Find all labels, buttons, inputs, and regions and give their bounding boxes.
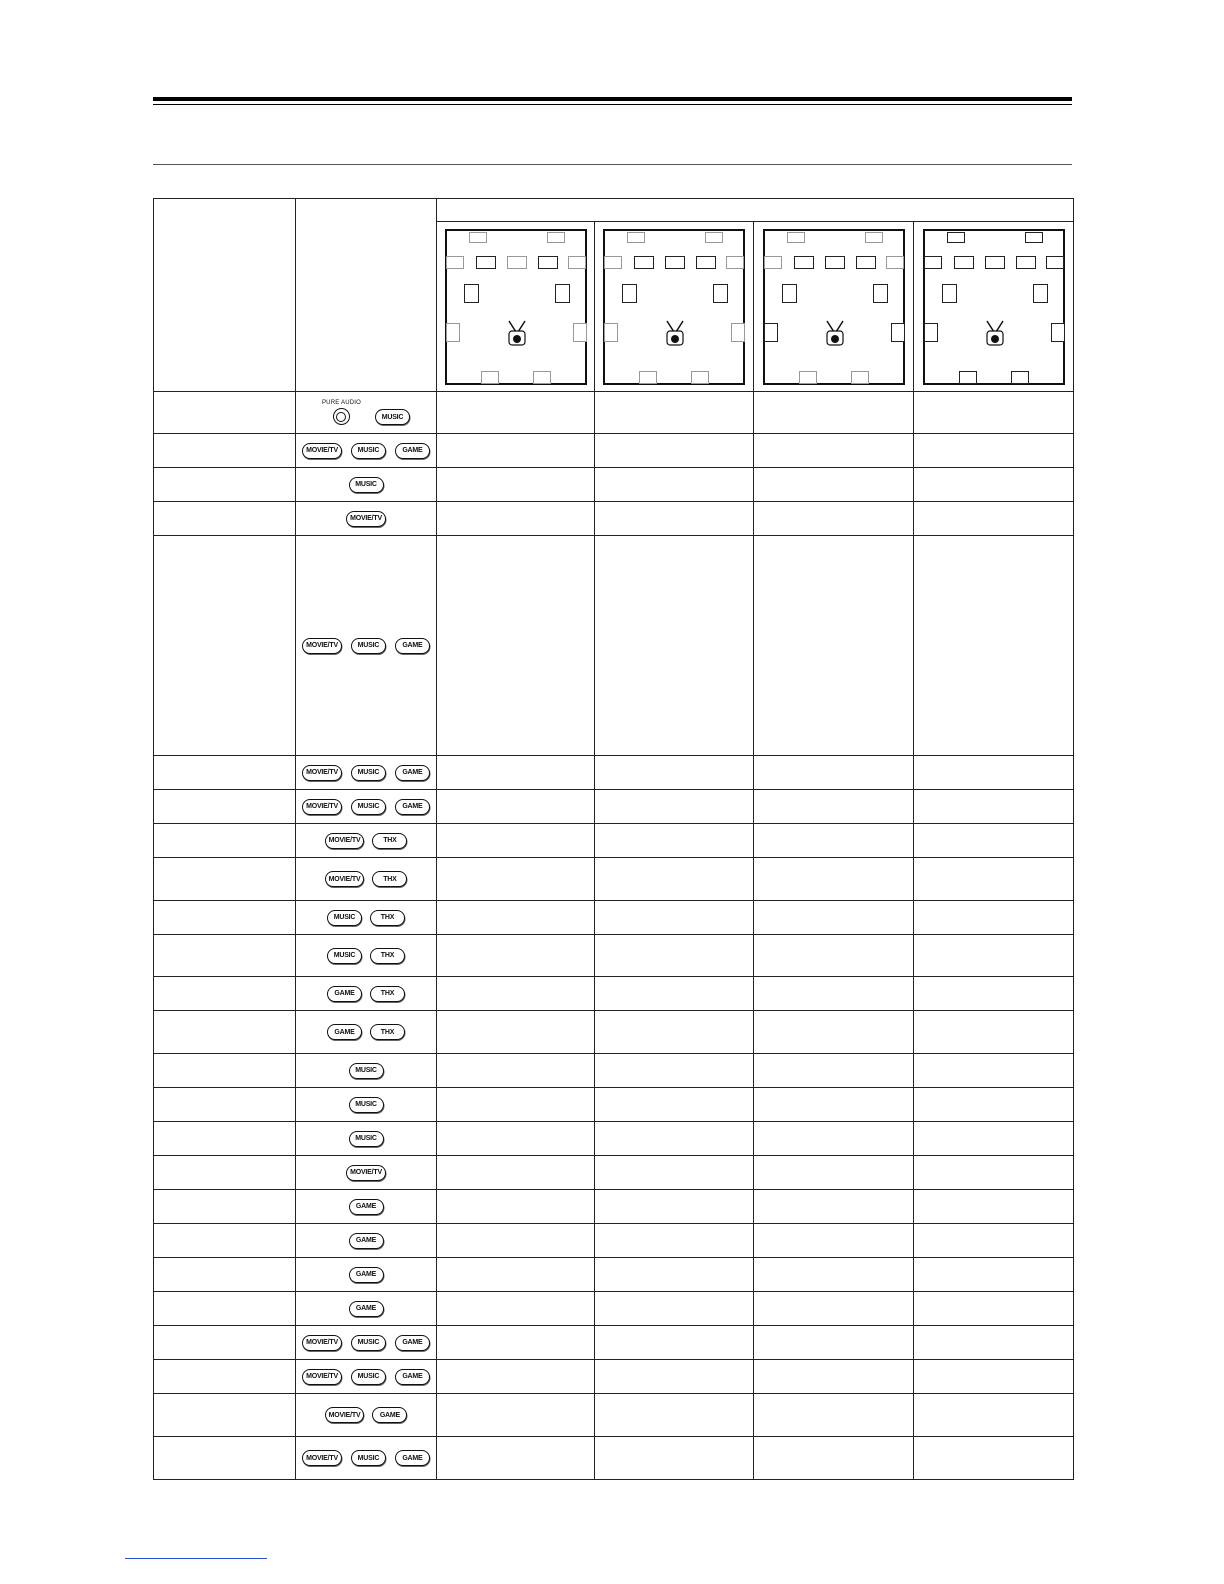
mode-buttons-cell xyxy=(296,977,437,1011)
thx-button-icon: THX xyxy=(372,833,407,849)
mode-buttons-cell xyxy=(296,1292,437,1326)
layout-availability-cell xyxy=(595,1360,754,1394)
speaker-layout-diagram xyxy=(763,229,905,385)
game-button-icon: GAME xyxy=(395,1335,430,1351)
table-row xyxy=(154,1088,1074,1122)
mode-buttons-cell xyxy=(296,935,437,977)
layout-availability-cell xyxy=(595,1326,754,1360)
layout-availability-cell xyxy=(437,935,595,977)
mode-name-cell xyxy=(154,1088,296,1122)
mode-buttons-cell xyxy=(296,756,437,790)
table-row xyxy=(154,756,1074,790)
mode-name-cell xyxy=(154,468,296,502)
mode-name-cell xyxy=(154,1054,296,1088)
mode-name-cell xyxy=(154,1156,296,1190)
mode-name-cell xyxy=(154,536,296,756)
listener-icon xyxy=(664,319,686,347)
subwoofer-left-icon xyxy=(942,284,957,303)
layout-availability-cell xyxy=(754,1360,914,1394)
layout-availability-cell xyxy=(754,468,914,502)
layout-availability-cell xyxy=(754,434,914,468)
mode-buttons-cell xyxy=(296,1190,437,1224)
layout-availability-cell xyxy=(595,824,754,858)
mode-name-cell xyxy=(154,502,296,536)
music-button-icon: MUSIC xyxy=(351,1369,386,1385)
footer-link-underline xyxy=(125,1558,267,1559)
listening-mode-table xyxy=(153,198,1074,1480)
front-wide-left-speaker-icon xyxy=(924,256,942,269)
layout-availability-cell xyxy=(914,392,1074,434)
music-button-icon: MUSIC xyxy=(351,638,386,654)
front-wide-right-speaker-icon xyxy=(886,256,904,269)
music-button-icon: MUSIC xyxy=(349,1063,384,1079)
layout-availability-cell xyxy=(437,901,595,935)
surround-right-speaker-icon xyxy=(573,323,587,342)
layout-availability-cell xyxy=(914,1122,1074,1156)
mode-buttons-cell xyxy=(296,1437,437,1480)
front-wide-left-speaker-icon xyxy=(446,256,464,269)
music-button-icon: MUSIC xyxy=(349,1097,384,1113)
layout-availability-cell xyxy=(595,1156,754,1190)
movie-tv-button-icon: MOVIE/TV xyxy=(302,765,342,781)
mode-name-cell xyxy=(154,1360,296,1394)
mode-name-cell xyxy=(154,1224,296,1258)
layout-availability-cell xyxy=(754,1122,914,1156)
music-button-icon: MUSIC xyxy=(349,477,384,493)
layout-availability-cell xyxy=(437,1326,595,1360)
game-button-icon: GAME xyxy=(395,638,430,654)
layout-availability-cell xyxy=(914,1054,1074,1088)
subwoofer-left-icon xyxy=(782,284,797,303)
front-left-speaker-icon xyxy=(476,256,496,269)
layout-availability-cell xyxy=(595,1258,754,1292)
table-row xyxy=(154,392,1074,434)
surround-back-left-speaker-icon xyxy=(799,371,817,384)
layout-availability-cell xyxy=(754,392,914,434)
thx-button-icon: THX xyxy=(372,871,407,887)
movie-tv-button-icon: MOVIE/TV xyxy=(325,1407,365,1423)
pure-audio-control xyxy=(322,400,361,425)
subwoofer-right-icon xyxy=(555,284,570,303)
movie-tv-button-icon: MOVIE/TV xyxy=(302,1335,342,1351)
mode-buttons-cell xyxy=(296,1011,437,1054)
layout-availability-cell xyxy=(437,434,595,468)
music-button-icon: MUSIC xyxy=(327,910,362,926)
layout-availability-cell xyxy=(595,1292,754,1326)
layout-availability-cell xyxy=(754,858,914,901)
table-row xyxy=(154,1011,1074,1054)
movie-tv-button-icon: MOVIE/TV xyxy=(302,443,342,459)
center-speaker-icon xyxy=(507,256,527,269)
mode-buttons-cell xyxy=(296,1326,437,1360)
movie-tv-button-icon: MOVIE/TV xyxy=(325,871,365,887)
layout-availability-cell xyxy=(437,468,595,502)
surround-back-right-speaker-icon xyxy=(851,371,869,384)
mode-name-cell xyxy=(154,901,296,935)
layout-availability-cell xyxy=(437,756,595,790)
music-button-icon: MUSIC xyxy=(351,799,386,815)
layout-availability-cell xyxy=(437,790,595,824)
surround-back-right-speaker-icon xyxy=(691,371,709,384)
music-button-icon: MUSIC xyxy=(351,443,386,459)
layout-availability-cell xyxy=(914,756,1074,790)
speaker-layout-cell xyxy=(914,222,1074,392)
header-rule-thick xyxy=(153,97,1072,101)
layout-availability-cell xyxy=(595,790,754,824)
center-speaker-icon xyxy=(985,256,1005,269)
mode-buttons-cell xyxy=(296,1054,437,1088)
layout-availability-cell xyxy=(437,1360,595,1394)
table-row xyxy=(154,1258,1074,1292)
movie-tv-button-icon: MOVIE/TV xyxy=(302,799,342,815)
movie-tv-button-icon: MOVIE/TV xyxy=(302,638,342,654)
layout-availability-cell xyxy=(595,756,754,790)
table-row xyxy=(154,1054,1074,1088)
layout-availability-cell xyxy=(437,1088,595,1122)
mode-name-cell xyxy=(154,1011,296,1054)
layout-availability-cell xyxy=(437,1054,595,1088)
layout-availability-cell xyxy=(437,536,595,756)
layout-availability-cell xyxy=(754,756,914,790)
center-speaker-icon xyxy=(665,256,685,269)
layout-availability-cell xyxy=(754,1292,914,1326)
layout-availability-cell xyxy=(754,1088,914,1122)
layout-availability-cell xyxy=(754,1258,914,1292)
layout-availability-cell xyxy=(595,1054,754,1088)
mode-name-cell xyxy=(154,1292,296,1326)
layout-availability-cell xyxy=(914,1190,1074,1224)
mode-name-cell xyxy=(154,1190,296,1224)
thx-button-icon: THX xyxy=(370,910,405,926)
table-row xyxy=(154,824,1074,858)
layout-availability-cell xyxy=(437,1011,595,1054)
game-button-icon: GAME xyxy=(395,799,430,815)
speaker-layout-cell xyxy=(437,222,595,392)
mode-buttons-cell xyxy=(296,1360,437,1394)
table-row xyxy=(154,935,1074,977)
mode-name-cell xyxy=(154,1437,296,1480)
front-left-speaker-icon xyxy=(794,256,814,269)
front-wide-right-speaker-icon xyxy=(726,256,744,269)
front-left-speaker-icon xyxy=(634,256,654,269)
layout-availability-cell xyxy=(914,858,1074,901)
table-row xyxy=(154,468,1074,502)
pure-audio-label: PURE AUDIO xyxy=(321,400,361,406)
pure-audio-button-icon xyxy=(333,408,350,425)
mode-buttons-cell xyxy=(296,468,437,502)
subwoofer-left-icon xyxy=(464,284,479,303)
layout-availability-cell xyxy=(914,824,1074,858)
layout-availability-cell xyxy=(754,1394,914,1437)
layout-availability-cell xyxy=(437,1122,595,1156)
game-button-icon: GAME xyxy=(349,1199,384,1215)
game-button-icon: GAME xyxy=(349,1267,384,1283)
table-row xyxy=(154,858,1074,901)
surround-left-speaker-icon xyxy=(446,323,460,342)
layout-availability-cell xyxy=(595,935,754,977)
layout-availability-cell xyxy=(754,790,914,824)
table-row xyxy=(154,1360,1074,1394)
layout-availability-cell xyxy=(754,935,914,977)
mode-buttons-cell xyxy=(296,790,437,824)
mode-name-cell xyxy=(154,1122,296,1156)
music-button-icon: MUSIC xyxy=(375,409,410,425)
mode-name-cell xyxy=(154,434,296,468)
surround-left-speaker-icon xyxy=(604,323,618,342)
speaker-layout-diagram xyxy=(923,229,1065,385)
mode-name-cell xyxy=(154,977,296,1011)
mode-name-header xyxy=(154,199,296,392)
button-header xyxy=(296,199,437,392)
layout-availability-cell xyxy=(914,977,1074,1011)
game-button-icon: GAME xyxy=(327,986,362,1002)
mode-name-cell xyxy=(154,1326,296,1360)
layout-availability-cell xyxy=(914,536,1074,756)
layout-availability-cell xyxy=(914,935,1074,977)
subwoofer-left-icon xyxy=(622,284,637,303)
game-button-icon: GAME xyxy=(395,765,430,781)
mode-name-cell xyxy=(154,1394,296,1437)
table-row xyxy=(154,901,1074,935)
layout-availability-cell xyxy=(754,502,914,536)
layout-availability-cell xyxy=(914,1224,1074,1258)
layout-availability-cell xyxy=(595,434,754,468)
front-wide-right-speaker-icon xyxy=(568,256,586,269)
layout-availability-cell xyxy=(595,392,754,434)
front-high-left-speaker-icon xyxy=(627,232,645,243)
surround-back-right-speaker-icon xyxy=(533,371,551,384)
layout-availability-cell xyxy=(437,392,595,434)
table-row xyxy=(154,1156,1074,1190)
layout-availability-cell xyxy=(914,1326,1074,1360)
layout-availability-cell xyxy=(754,1156,914,1190)
table-row xyxy=(154,434,1074,468)
game-button-icon: GAME xyxy=(349,1301,384,1317)
music-button-icon: MUSIC xyxy=(327,948,362,964)
speaker-layout-cell xyxy=(595,222,754,392)
table-row xyxy=(154,1190,1074,1224)
game-button-icon: GAME xyxy=(372,1407,407,1423)
mode-buttons-cell xyxy=(296,824,437,858)
layout-availability-cell xyxy=(914,790,1074,824)
layout-availability-cell xyxy=(437,1394,595,1437)
layout-availability-cell xyxy=(914,901,1074,935)
front-high-right-speaker-icon xyxy=(705,232,723,243)
layout-availability-cell xyxy=(754,1054,914,1088)
layout-availability-cell xyxy=(914,1156,1074,1190)
layout-availability-cell xyxy=(754,901,914,935)
mode-buttons-cell xyxy=(296,1088,437,1122)
mode-buttons-cell xyxy=(296,901,437,935)
layout-availability-cell xyxy=(437,1224,595,1258)
layout-availability-cell xyxy=(595,858,754,901)
front-high-left-speaker-icon xyxy=(787,232,805,243)
surround-right-speaker-icon xyxy=(731,323,745,342)
layout-availability-cell xyxy=(595,1394,754,1437)
mode-name-cell xyxy=(154,1258,296,1292)
game-button-icon: GAME xyxy=(395,1369,430,1385)
movie-tv-button-icon: MOVIE/TV xyxy=(302,1450,342,1466)
table-row xyxy=(154,1394,1074,1437)
layout-availability-cell xyxy=(595,1088,754,1122)
layout-availability-cell xyxy=(437,1190,595,1224)
layout-availability-cell xyxy=(754,824,914,858)
mode-buttons-cell xyxy=(296,1258,437,1292)
speaker-layout-diagram xyxy=(445,229,587,385)
subwoofer-right-icon xyxy=(713,284,728,303)
layout-availability-cell xyxy=(914,1394,1074,1437)
layout-availability-cell xyxy=(595,977,754,1011)
layout-availability-cell xyxy=(595,901,754,935)
layout-availability-cell xyxy=(437,1437,595,1480)
thx-button-icon: THX xyxy=(370,986,405,1002)
table-row xyxy=(154,536,1074,756)
layout-availability-cell xyxy=(754,536,914,756)
table-row xyxy=(154,1292,1074,1326)
layout-availability-cell xyxy=(914,468,1074,502)
front-wide-left-speaker-icon xyxy=(764,256,782,269)
layout-availability-cell xyxy=(595,1437,754,1480)
layout-availability-cell xyxy=(754,1224,914,1258)
surround-right-speaker-icon xyxy=(891,323,905,342)
mode-buttons-cell xyxy=(296,1224,437,1258)
surround-back-right-speaker-icon xyxy=(1011,371,1029,384)
layout-availability-cell xyxy=(914,1360,1074,1394)
table-row xyxy=(154,1437,1074,1480)
mode-buttons-cell xyxy=(296,536,437,756)
music-button-icon: MUSIC xyxy=(351,1450,386,1466)
subwoofer-right-icon xyxy=(873,284,888,303)
front-high-right-speaker-icon xyxy=(547,232,565,243)
mode-name-cell xyxy=(154,858,296,901)
section-rule xyxy=(153,164,1072,165)
front-high-right-speaker-icon xyxy=(1025,232,1043,243)
layout-availability-cell xyxy=(914,1437,1074,1480)
layout-availability-cell xyxy=(754,977,914,1011)
surround-back-left-speaker-icon xyxy=(481,371,499,384)
mode-buttons-cell xyxy=(296,1394,437,1437)
thx-button-icon: THX xyxy=(370,948,405,964)
mode-name-cell xyxy=(154,392,296,434)
header-row xyxy=(154,199,1074,222)
speaker-layout-diagram xyxy=(603,229,745,385)
mode-buttons-cell xyxy=(296,858,437,901)
mode-buttons-cell xyxy=(296,502,437,536)
music-button-icon: MUSIC xyxy=(351,765,386,781)
speaker-layout-header xyxy=(437,199,1074,222)
layout-availability-cell xyxy=(437,824,595,858)
layout-availability-cell xyxy=(595,468,754,502)
layout-availability-cell xyxy=(595,1190,754,1224)
mode-buttons-cell xyxy=(296,392,437,434)
front-high-left-speaker-icon xyxy=(947,232,965,243)
front-wide-right-speaker-icon xyxy=(1046,256,1064,269)
movie-tv-button-icon: MOVIE/TV xyxy=(325,833,365,849)
surround-back-left-speaker-icon xyxy=(959,371,977,384)
thx-button-icon: THX xyxy=(370,1024,405,1040)
music-button-icon: MUSIC xyxy=(349,1131,384,1147)
layout-availability-cell xyxy=(437,1292,595,1326)
front-high-left-speaker-icon xyxy=(469,232,487,243)
table-row xyxy=(154,1326,1074,1360)
layout-availability-cell xyxy=(595,1122,754,1156)
center-speaker-icon xyxy=(825,256,845,269)
layout-availability-cell xyxy=(754,1437,914,1480)
mode-buttons-cell xyxy=(296,1122,437,1156)
front-right-speaker-icon xyxy=(696,256,716,269)
mode-name-cell xyxy=(154,756,296,790)
surround-back-left-speaker-icon xyxy=(639,371,657,384)
mode-name-cell xyxy=(154,824,296,858)
layout-availability-cell xyxy=(754,1190,914,1224)
table-row xyxy=(154,977,1074,1011)
front-high-right-speaker-icon xyxy=(865,232,883,243)
layout-availability-cell xyxy=(754,1011,914,1054)
game-button-icon: GAME xyxy=(327,1024,362,1040)
movie-tv-button-icon: MOVIE/TV xyxy=(346,1165,386,1181)
layout-availability-cell xyxy=(914,1258,1074,1292)
surround-left-speaker-icon xyxy=(924,323,938,342)
subwoofer-right-icon xyxy=(1033,284,1048,303)
layout-availability-cell xyxy=(595,1224,754,1258)
mode-buttons-cell xyxy=(296,434,437,468)
surround-right-speaker-icon xyxy=(1051,323,1065,342)
surround-left-speaker-icon xyxy=(764,323,778,342)
listener-icon xyxy=(984,319,1006,347)
mode-name-cell xyxy=(154,790,296,824)
table-row xyxy=(154,1224,1074,1258)
game-button-icon: GAME xyxy=(349,1233,384,1249)
layout-availability-cell xyxy=(595,536,754,756)
table-row xyxy=(154,502,1074,536)
game-button-icon: GAME xyxy=(395,1450,430,1466)
table-row xyxy=(154,790,1074,824)
movie-tv-button-icon: MOVIE/TV xyxy=(346,511,386,527)
music-button-icon: MUSIC xyxy=(351,1335,386,1351)
layout-availability-cell xyxy=(754,1326,914,1360)
layout-availability-cell xyxy=(914,1088,1074,1122)
speaker-layout-cell xyxy=(754,222,914,392)
listener-icon xyxy=(824,319,846,347)
game-button-icon: GAME xyxy=(395,443,430,459)
front-wide-left-speaker-icon xyxy=(604,256,622,269)
listener-icon xyxy=(506,319,528,347)
front-right-speaker-icon xyxy=(1016,256,1036,269)
layout-availability-cell xyxy=(595,502,754,536)
layout-availability-cell xyxy=(437,1258,595,1292)
layout-availability-cell xyxy=(437,1156,595,1190)
layout-availability-cell xyxy=(437,502,595,536)
front-left-speaker-icon xyxy=(954,256,974,269)
movie-tv-button-icon: MOVIE/TV xyxy=(302,1369,342,1385)
layout-availability-cell xyxy=(595,1011,754,1054)
layout-availability-cell xyxy=(437,858,595,901)
front-right-speaker-icon xyxy=(856,256,876,269)
layout-availability-cell xyxy=(914,502,1074,536)
header-rule-thin xyxy=(153,104,1072,105)
layout-availability-cell xyxy=(437,977,595,1011)
mode-name-cell xyxy=(154,935,296,977)
layout-availability-cell xyxy=(914,434,1074,468)
front-right-speaker-icon xyxy=(538,256,558,269)
layout-availability-cell xyxy=(914,1011,1074,1054)
table-row xyxy=(154,1122,1074,1156)
layout-availability-cell xyxy=(914,1292,1074,1326)
mode-buttons-cell xyxy=(296,1156,437,1190)
